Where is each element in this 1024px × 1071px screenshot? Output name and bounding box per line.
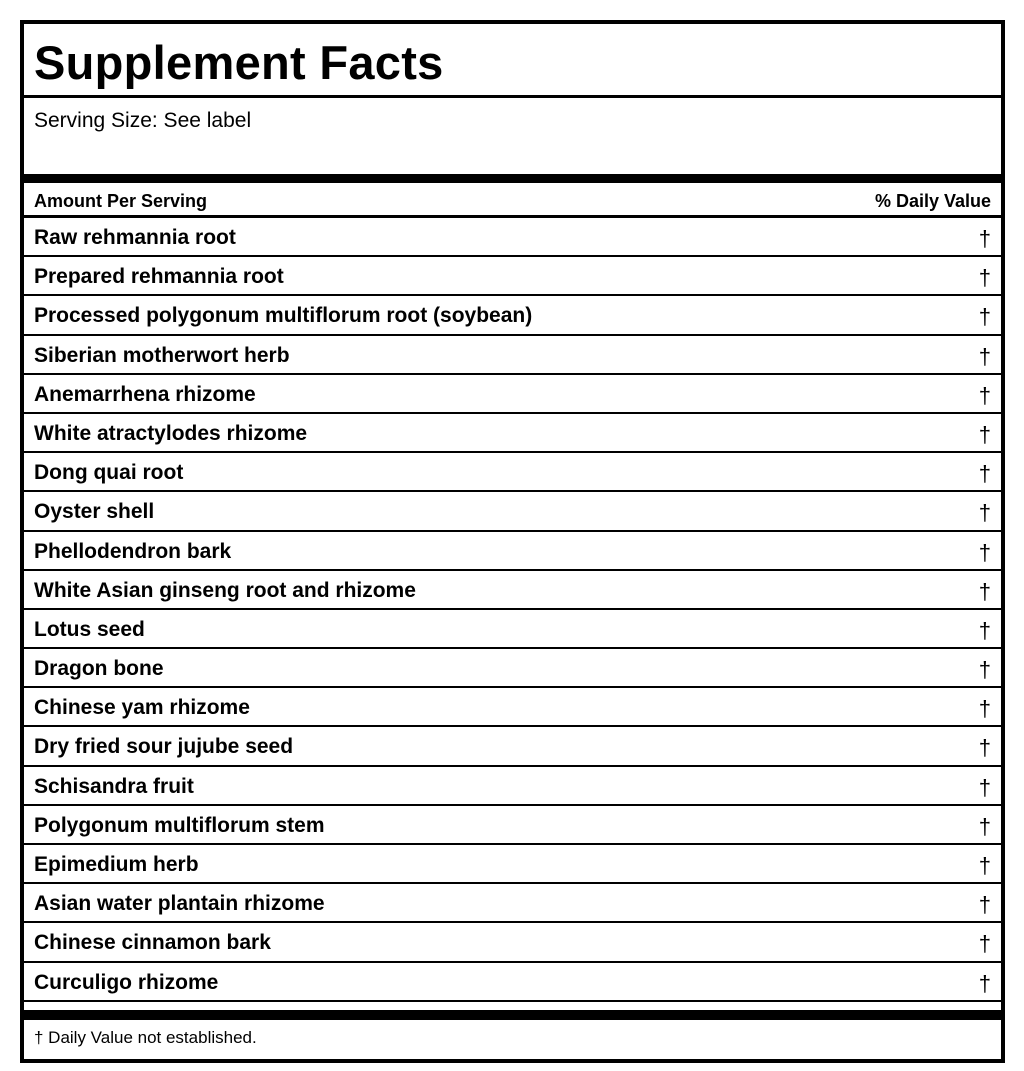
ingredient-name: Lotus seed	[34, 617, 145, 641]
column-header-row	[24, 183, 1001, 218]
ingredient-dv: †	[978, 421, 991, 447]
footnote-section	[24, 1020, 1001, 1060]
ingredient-dv: †	[978, 813, 991, 839]
ingredient-row	[24, 296, 1001, 335]
ingredient-row	[24, 884, 1001, 923]
ingredient-row	[24, 414, 1001, 453]
thick-divider-top	[24, 174, 1001, 183]
ingredient-dv: †	[978, 461, 991, 487]
ingredient-dv: †	[978, 617, 991, 643]
ingredient-row	[24, 963, 1001, 1002]
ingredient-dv: †	[978, 265, 991, 291]
ingredient-row	[24, 571, 1001, 610]
ingredient-name: Epimedium herb	[34, 853, 199, 876]
ingredient-row	[24, 336, 1001, 375]
ingredient-dv: †	[978, 853, 991, 878]
ingredient-name: Anemarrhena rhizome	[34, 382, 256, 406]
ingredient-row	[24, 688, 1001, 727]
ingredient-name: Polygonum multiflorum stem	[34, 813, 325, 837]
ingredient-row	[24, 806, 1001, 845]
ingredient-name: Asian water plantain rhizome	[34, 892, 325, 916]
ingredient-list	[24, 218, 1001, 1002]
ingredient-row	[24, 492, 1001, 531]
ingredient-dv: †	[978, 892, 991, 918]
thick-divider-bottom	[24, 1010, 1001, 1020]
ingredient-name: Raw rehmannia root	[34, 226, 236, 249]
ingredient-name: Schisandra fruit	[34, 774, 194, 798]
ingredient-row	[24, 727, 1001, 766]
serving-size: Serving Size: See label	[34, 109, 252, 132]
supplement-facts-panel	[20, 20, 1005, 1063]
ingredient-name: Prepared rehmannia root	[34, 265, 284, 289]
ingredient-dv: †	[978, 304, 991, 330]
ingredient-row	[24, 375, 1001, 414]
ingredient-dv: †	[978, 970, 991, 996]
ingredient-dv: †	[978, 735, 991, 761]
ingredient-dv: †	[978, 931, 991, 957]
panel-title: Supplement Facts	[34, 36, 444, 89]
ingredient-dv: †	[978, 382, 991, 408]
serving-section	[24, 98, 1001, 174]
ingredient-row	[24, 767, 1001, 806]
ingredient-dv: †	[978, 343, 991, 369]
ingredient-name: Siberian motherwort herb	[34, 343, 290, 367]
ingredient-dv: †	[978, 539, 991, 565]
footnote-text: † Daily Value not established.	[34, 1027, 257, 1047]
ingredient-name: White Asian ginseng root and rhizome	[34, 578, 416, 602]
daily-value-header: % Daily Value	[874, 191, 991, 211]
ingredient-name: Chinese cinnamon bark	[34, 931, 271, 955]
title-section	[24, 24, 1001, 98]
ingredient-name: White atractylodes rhizome	[34, 421, 308, 445]
amount-per-serving-header: Amount Per Serving	[34, 191, 208, 211]
ingredient-name: Phellodendron bark	[34, 539, 232, 563]
ingredient-row	[24, 218, 1001, 257]
ingredient-name: Oyster shell	[34, 500, 155, 524]
ingredient-row	[24, 649, 1001, 688]
ingredient-dv: †	[978, 657, 991, 683]
blank-row	[24, 1002, 1001, 1010]
ingredient-row	[24, 453, 1001, 492]
ingredient-name: Dong quai root	[34, 461, 184, 485]
ingredient-dv: †	[978, 774, 991, 800]
ingredient-name: Chinese yam rhizome	[34, 696, 250, 720]
ingredient-dv: †	[978, 578, 991, 604]
ingredient-name: Dry fried sour jujube seed	[34, 735, 294, 759]
ingredient-row	[24, 845, 1001, 884]
ingredient-dv: †	[978, 500, 991, 526]
ingredient-row	[24, 923, 1001, 962]
ingredient-row	[24, 610, 1001, 649]
ingredient-name: Dragon bone	[34, 657, 164, 681]
ingredient-name: Processed polygonum multiflorum root (soybean)	[34, 304, 533, 328]
ingredient-dv: †	[978, 226, 991, 251]
ingredient-row	[24, 532, 1001, 571]
ingredient-name: Curculigo rhizome	[34, 970, 219, 994]
ingredient-row	[24, 257, 1001, 296]
ingredient-dv: †	[978, 696, 991, 722]
